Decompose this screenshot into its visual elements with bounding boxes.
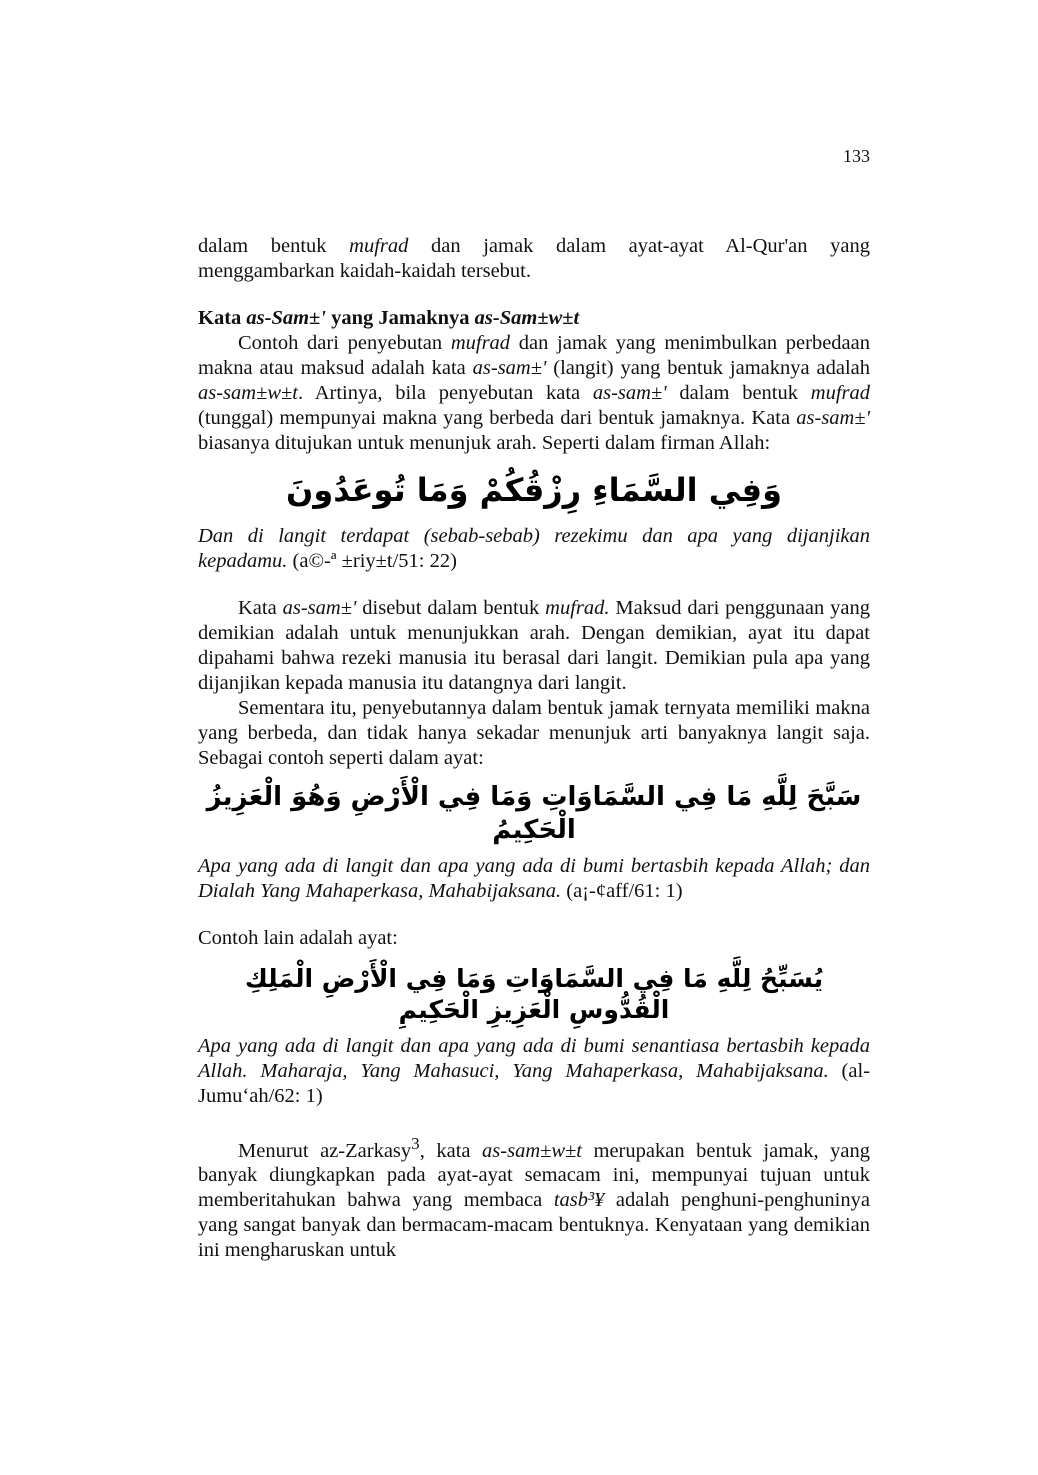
paragraph-1: Contoh dari penyebutan mufrad dan jamak yang menimbulkan perbedaan makna atau maksud adalah kata as-sam±' (langit) yang bentuk jamaknya adalah as-sam±w±t. Artinya, bila penyebutan kata as-sam±' dalam bentuk mufrad (tunggal) mempunyai makna yang berbeda dari bentuk jamaknya. Kata as-sam±' biasanya ditujukan untuk menunjuk arah. Seperti dalam firman Allah: — [198, 332, 870, 454]
footnote-marker: 3 — [411, 1133, 420, 1153]
intro-paragraph: dalam bentuk mufrad dan jamak dalam ayat-ayat Al-Qur'an yang menggambarkan kaidah-kaidah tersebut. — [198, 235, 870, 282]
page-body — [198, 234, 870, 1263]
paragraph-4: Contoh lain adalah ayat: — [198, 927, 398, 949]
verse-reference-1: (a©-ª ±riy±t/51: 22) — [287, 550, 457, 572]
paragraph-5: Menurut az-Zarkasy$^3$, kata as-sam±w±t merupakan bentuk jamak, yang banyak diungkapkan pada ayat-ayat semacam ini, mempunyai tujuan untuk memberitahukan bahwa yang membaca tasb³¥ adalah penghuni-penghuninya yang sangat banyak dan bermacam-macam bentuknya. Kenyataan yang demikian ini mengharuskan untuk — [198, 1133, 870, 1262]
paragraph-3: Sementara itu, penyebutannya dalam bentuk jamak ternyata memiliki makna yang berbeda, dan tidak hanya sekadar menunjuk arti banyaknya langit saja. Sebagai contoh seperti dalam ayat: — [198, 697, 870, 769]
section-heading: Kata as-Sam±' yang Jamaknya as-Sam±w±t — [198, 307, 580, 329]
verse-translation-2: Apa yang ada di langit dan apa yang ada di bumi bertasbih kepada Allah; dan Dialah Yang Mahaperkasa, Mahabijaksana. (a¡-¢aff/61: 1) — [198, 855, 870, 902]
paragraph-2: Kata as-sam±' disebut dalam bentuk mufrad. Maksud dari penggunaan yang demikian adalah untuk menunjukkan arah. Dengan demikian, ayat itu dapat dipahami bahwa rezeki manusia itu berasal dari langit. Demikian pula apa yang dijanjikan kepada manusia itu datangnya dari langit. — [198, 597, 870, 694]
verse-reference-2: (a¡-¢aff/61: 1) — [561, 880, 683, 902]
verse-reference-3: (al-Jumu‘ah/62: 1) — [198, 1059, 871, 1107]
verse-translation-1: Dan di langit terdapat (sebab-sebab) rezekimu dan apa yang dijanjikan kepadamu. (a©-ª ±riy±t/51: 22) — [198, 525, 870, 572]
quran-verse-arabic-2: سَبَّحَ لِلَّهِ مَا فِي السَّمَاوَاتِ وَمَا فِي الْأَرْضِ وَهُوَ الْعَزِيزُ الْحَكِيمُ — [206, 782, 862, 845]
page-number: 133 — [843, 146, 870, 166]
verse-translation-3: Apa yang ada di langit dan apa yang ada di bumi senantiasa bertasbih kepada Allah. Maharaja, Yang Mahasuci, Yang Mahaperkasa, Mahabijaksana. (al-Jumu‘ah/62: 1) — [198, 1034, 871, 1107]
quran-verse-arabic-1: وَفِي السَّمَاءِ رِزْقُكُمْ وَمَا تُوعَدُونَ — [286, 471, 782, 509]
quran-verse-arabic-3: يُسَبِّحُ لِلَّهِ مَا فِي السَّمَاوَاتِ وَمَا فِي الْأَرْضِ الْمَلِكِ الْقُدُّوسِ الْعَزِيزِ الْحَكِيمِ — [244, 964, 824, 1025]
